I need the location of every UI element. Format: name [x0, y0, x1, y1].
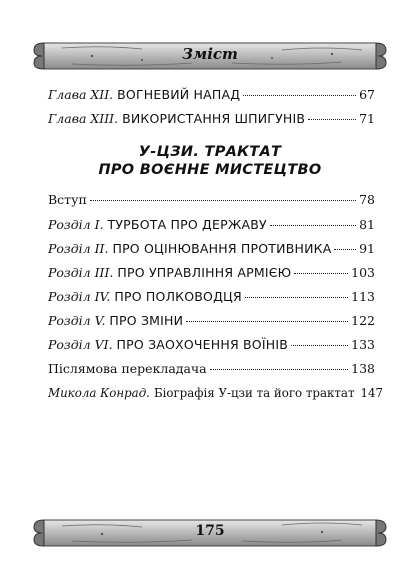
toc-entry[interactable] [48, 191, 375, 209]
footer-scroll-banner [32, 513, 388, 553]
toc-title: Зміст [182, 45, 238, 63]
dot-leader [291, 345, 348, 346]
toc-entry-label: Розділ V. [48, 313, 106, 328]
toc-entry-title: ВОГНЕВИЙ НАПАД [117, 87, 241, 102]
toc-entry[interactable] [48, 360, 375, 378]
toc-entry[interactable] [48, 216, 375, 234]
toc-entry[interactable] [48, 336, 375, 354]
toc-entry[interactable] [48, 240, 375, 258]
toc-entry-title: Вступ [48, 192, 87, 207]
dot-leader [294, 273, 348, 274]
toc-entry-page: 133 [351, 337, 375, 352]
toc-entry[interactable] [48, 312, 375, 330]
dot-leader [186, 321, 348, 322]
toc-entry[interactable] [48, 384, 383, 402]
toc-entry-page: 91 [359, 241, 375, 256]
toc-entry-label: Розділ IV. [48, 289, 111, 304]
toc-entry-title: ТУРБОТА ПРО ДЕРЖАВУ [107, 217, 267, 232]
header-scroll-banner [32, 36, 388, 76]
toc-entry-label: Розділ III. [48, 265, 114, 280]
toc-entry-label: Розділ VI. [48, 337, 113, 352]
dot-leader [334, 249, 356, 250]
toc-entry[interactable] [48, 86, 375, 104]
dot-leader [308, 119, 356, 120]
section-heading-line1: У-ЦЗИ. ТРАКТАТ [138, 144, 282, 160]
toc-entry-page: 103 [351, 265, 375, 280]
toc-entry-title: Біографія У-цзи та його трактат [153, 386, 355, 400]
toc-entry[interactable] [48, 110, 375, 128]
page-number: 175 [195, 523, 225, 539]
toc-entry-label: Глава XII. [48, 87, 114, 102]
dot-leader [210, 369, 349, 370]
toc-entry-title: ПРО ОЦІНЮВАННЯ ПРОТИВНИКА [112, 241, 332, 256]
dot-leader [245, 297, 348, 298]
toc-entry-page: 138 [351, 361, 375, 376]
toc-entry-page: 81 [359, 217, 375, 232]
toc-entry-label: Микола Конрад. [48, 386, 150, 400]
dot-leader [270, 225, 356, 226]
dot-leader [90, 200, 356, 201]
toc-entry-page: 78 [359, 192, 375, 207]
toc-entry-title: ПРО ПОЛКОВОДЦЯ [114, 289, 242, 304]
toc-entry-label: Розділ I. [48, 217, 104, 232]
toc-entry-page: 122 [351, 313, 375, 328]
toc-entry-page: 147 [360, 386, 383, 400]
section-heading-line2: ПРО ВОЄННЕ МИСТЕЦТВО [98, 162, 322, 178]
toc-entry[interactable] [48, 288, 375, 306]
toc-entry-page: 71 [359, 111, 375, 126]
dot-leader [243, 95, 356, 96]
toc-entry-page: 67 [359, 87, 375, 102]
toc-entry-title: ПРО ЗМІНИ [109, 313, 184, 328]
toc-entry-label: Розділ II. [48, 241, 109, 256]
toc-entry-title: Післямова перекладача [48, 361, 207, 376]
toc-entry-page: 113 [351, 289, 375, 304]
toc-entry-title: ПРО УПРАВЛІННЯ АРМІЄЮ [117, 265, 292, 280]
toc-entry-title: ПРО ЗАОХОЧЕННЯ ВОЇНІВ [116, 337, 288, 352]
toc-entry-title: ВИКОРИСТАННЯ ШПИГУНІВ [122, 111, 306, 126]
toc-entry[interactable] [48, 264, 375, 282]
toc-entry-label: Глава XIII. [48, 111, 119, 126]
